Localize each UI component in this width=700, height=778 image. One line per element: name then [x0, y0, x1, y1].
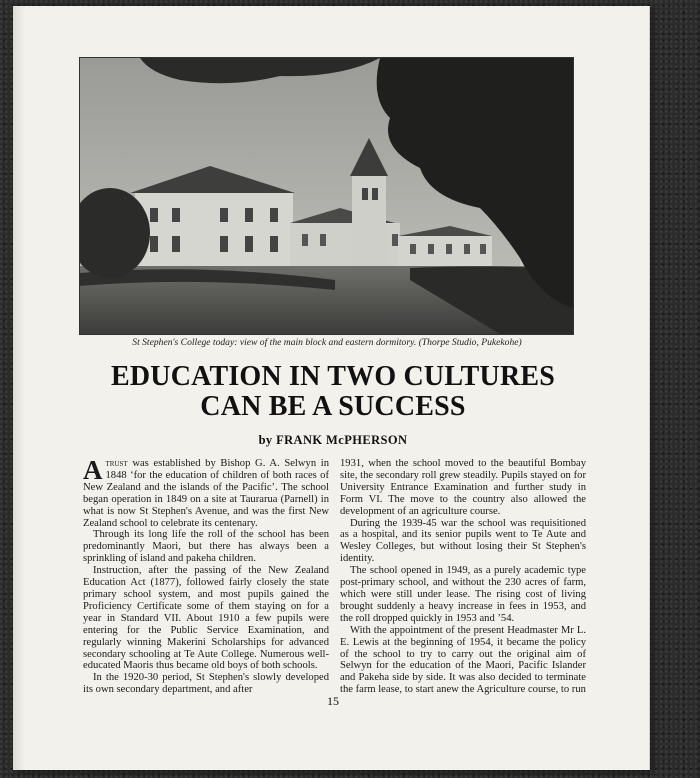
article-title-line-1: EDUCATION IN TWO CULTURES — [110, 361, 556, 392]
article-paragraph: During the 1939-45 war the school was requisitioned as a hospital, and its senior pupils went to Te Aute and Wesley Colleges, but without losing their St Stephen's identity. — [340, 517, 586, 565]
paragraph-text: was established by Bishop G. A. Selwyn in 1848 ‘for the education of children of both races of New Zealand and the islands of the Pacific’. The school began operation in 1849 on a site at Taurarua (Parnell) in what is now St Stephen's Avenue, and was the first New Zealand school to celebrate its centenary. — [83, 458, 329, 529]
lead-word: trust — [105, 458, 128, 469]
article-paragraph: Instruction, after the passing of the New Zealand Education Act (1877), followed fairly closely the state primary school system, and most pupils gained the Proficiency Certificate some of them staying on for a year in Standard VII. About 1910 a few pupils were entering for the Public Service Examination, and regularly winning Makerini Scholarships for advanced secondary schooling at Te Aute College. Numerous well-educated Maoris thus became old boys of both schools. — [83, 565, 329, 672]
page-gutter-shadow — [13, 6, 25, 770]
article-title-line-2: CAN BE A SUCCESS — [200, 391, 466, 422]
photo-caption: St Stephen's College today: view of the main block and eastern dormitory. (Thorpe Studio, Pukekohe) — [132, 337, 522, 348]
article-title — [53, 362, 613, 422]
drop-cap: A — [83, 455, 103, 485]
article-paragraph: With the appointment of the present Headmaster Mr L. E. Lewis at the beginning of 1954, it became the policy of the school to try to carry out the original aim of Selwyn for the education of the Maori, Pacific Islander and Pakeha side by side. It was also decided to terminate the farm lease, to start anew the Agriculture course, to run — [340, 624, 586, 696]
magazine-page — [13, 6, 649, 770]
college-photo — [79, 57, 574, 335]
article-byline: by FRANK McPHERSON — [258, 433, 408, 447]
page-number: 15 — [327, 694, 339, 708]
article-paragraph: Through its long life the roll of the school has been predominantly Maori, but there has always been a sprinkling of island and pakeha children. — [83, 529, 329, 565]
article-column-left — [83, 455, 329, 696]
article-paragraph: The school opened in 1949, as a purely academic type post-primary school, and without the 230 acres of farm, which were still under lease. The rising cost of living brought suddenly a heavy increase in fees in 1953, and the roll dropped quickly in 1953 and ’54. — [340, 565, 586, 624]
college-photo-illustration — [80, 58, 573, 334]
article-paragraph: In the 1920-30 period, St Stephen's slowly developed its own secondary department, and after — [83, 672, 329, 696]
article-paragraph: 1931, when the school moved to the beautiful Bombay site, the secondary roll grew steadily. Pupils stayed on for University Entrance Examination and further study in Form VI. The move to the country also allowed the development of an agriculture course. — [340, 458, 586, 517]
article-column-right — [340, 458, 586, 696]
article-paragraph — [83, 455, 329, 529]
